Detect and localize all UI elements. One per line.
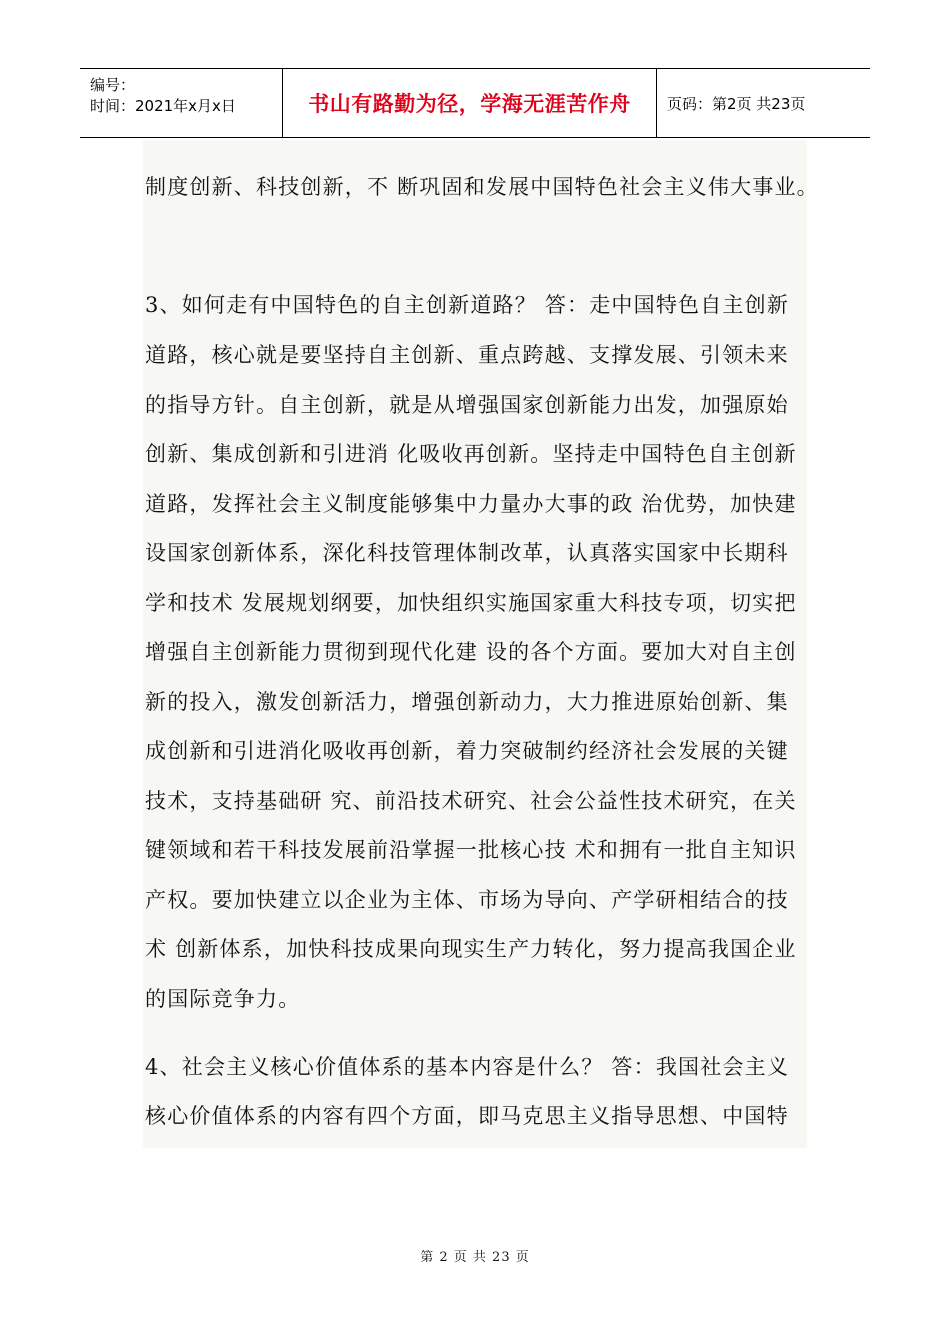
header-meta [80,69,283,137]
body-line: 产权。要加快建立以企业为主体、市场为导向、产学研相结合的技 [145,888,789,912]
body-line: 道路，核心就是要坚持自主创新、重点跨越、支撑发展、引领未来 [145,343,789,367]
doc-date-label: 时间：2021年x月x日 [90,97,236,115]
body-line: 技术，支持基础研 究、前沿技术研究、社会公益性技术研究，在关 [145,789,797,813]
body-line: 的指导方针。自主创新，就是从增强国家创新能力出发，加强原始 [145,393,789,417]
body-line: 道路，发挥社会主义制度能够集中力量办大事的政 治优势，加快建 [145,492,797,516]
body-line: 成创新和引进消化吸收再创新，着力突破制约经济社会发展的关键 [145,739,789,763]
body-line: 新的投入，激发创新活力，增强创新动力，大力推进原始创新、集 [145,690,789,714]
page-header [80,68,870,138]
body-line: 制度创新、科技创新，不 断巩固和发展中国特色社会主义伟大事业。 [145,175,819,199]
body-line: 3、如何走有中国特色的自主创新道路？ 答：走中国特色自主创新 [145,293,790,317]
body-line: 的国际竞争力。 [145,987,301,1011]
body-line: 设国家创新体系，深化科技管理体制改革，认真落实国家中长期科 [145,541,789,565]
body-line: 学和技术 发展规划纲要，加快组织实施国家重大科技专项，切实把 [145,591,797,615]
body-line: 术 创新体系，加快科技成果向现实生产力转化，努力提高我国企业 [145,937,797,961]
body-line: 键领域和若干科技发展前沿掌握一批核心技 术和拥有一批自主知识 [145,838,797,862]
header-page-indicator: 页码：第2页 共23页 [667,94,806,113]
header-motto: 书山有路勤为径，学海无涯苦作舟 [283,69,657,137]
body-line: 创新、集成创新和引进消 化吸收再创新。坚持走中国特色自主创新 [145,442,797,466]
page-footer: 第 2 页 共 23 页 [420,1250,530,1265]
body-line: 核心价值体系的内容有四个方面，即马克思主义指导思想、中国特 [145,1104,789,1128]
document-body [143,140,819,1148]
body-line: 增强自主创新能力贯彻到现代化建 设的各个方面。要加大对自主创 [145,640,797,664]
doc-number-label: 编号： [90,76,136,94]
body-line: 4、社会主义核心价值体系的基本内容是什么？ 答：我国社会主义 [145,1055,790,1079]
